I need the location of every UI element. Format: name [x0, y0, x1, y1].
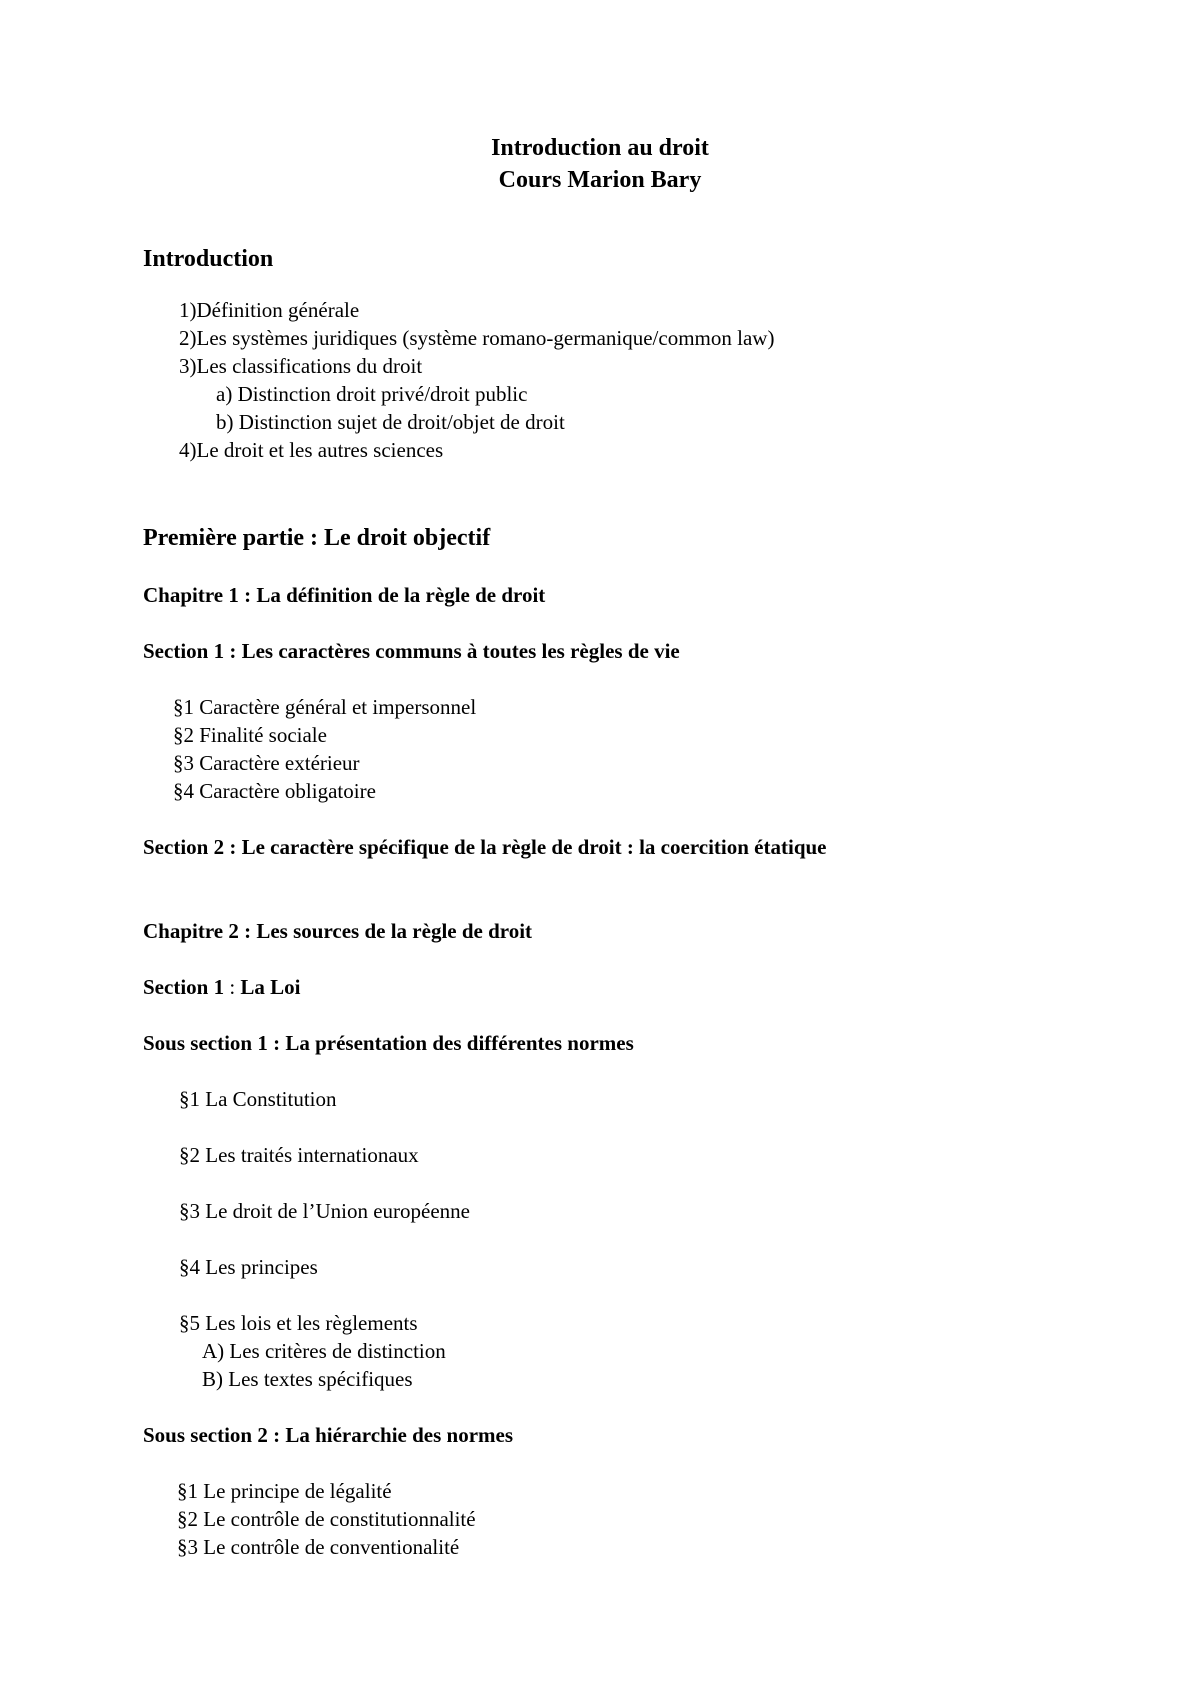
part1-heading: Première partie : Le droit objectif [143, 525, 491, 551]
document-subtitle: Cours Marion Bary [498, 167, 702, 193]
introduction-heading: Introduction [143, 246, 274, 272]
norm-item: §2 Les traités internationaux [179, 1143, 419, 1167]
hierarchy-item: §1 Le principe de légalité [177, 1479, 392, 1503]
norm-item: §5 Les lois et les règlements [179, 1311, 418, 1335]
section1-title: La Loi [240, 975, 301, 999]
section-item: §4 Caractère obligatoire [173, 779, 376, 803]
chapter1-heading: Chapitre 1 : La définition de la règle de droit [143, 583, 546, 607]
norm-item: §4 Les principes [179, 1255, 318, 1279]
chapter1-section2-heading: Section 2 : Le caractère spécifique de la règle de droit : la coercition étatique [143, 835, 827, 859]
chapter1-section1-heading: Section 1 : Les caractères communs à toutes les règles de vie [143, 639, 680, 663]
document-title: Introduction au droit [491, 135, 709, 161]
section-item: §1 Caractère général et impersonnel [173, 695, 477, 719]
intro-item: 2)Les systèmes juridiques (système romano-germanique/common law) [179, 326, 775, 350]
norm-item: §3 Le droit de l’Union européenne [179, 1199, 470, 1223]
hierarchy-item: §3 Le contrôle de conventionalité [177, 1535, 460, 1559]
intro-item: 4)Le droit et les autres sciences [179, 438, 444, 462]
section1-separator: : [224, 975, 241, 999]
hierarchy-item: §2 Le contrôle de constitutionnalité [177, 1507, 476, 1531]
norm-item: §1 La Constitution [179, 1087, 337, 1111]
section-item: §3 Caractère extérieur [173, 751, 360, 775]
section-item: §2 Finalité sociale [173, 723, 327, 747]
norm-subitem: A) Les critères de distinction [202, 1339, 446, 1363]
subsection1-heading: Sous section 1 : La présentation des différentes normes [143, 1031, 634, 1055]
chapter2-section1-heading [143, 977, 301, 998]
intro-subitem: a) Distinction droit privé/droit public [216, 382, 528, 406]
intro-subitem: b) Distinction sujet de droit/objet de droit [216, 410, 565, 434]
norm-subitem: B) Les textes spécifiques [202, 1367, 413, 1391]
chapter2-heading: Chapitre 2 : Les sources de la règle de droit [143, 919, 533, 943]
intro-item: 1)Définition générale [179, 298, 360, 322]
intro-item: 3)Les classifications du droit [179, 354, 423, 378]
subsection2-heading: Sous section 2 : La hiérarchie des normes [143, 1423, 514, 1447]
section1-label: Section 1 [143, 975, 225, 999]
